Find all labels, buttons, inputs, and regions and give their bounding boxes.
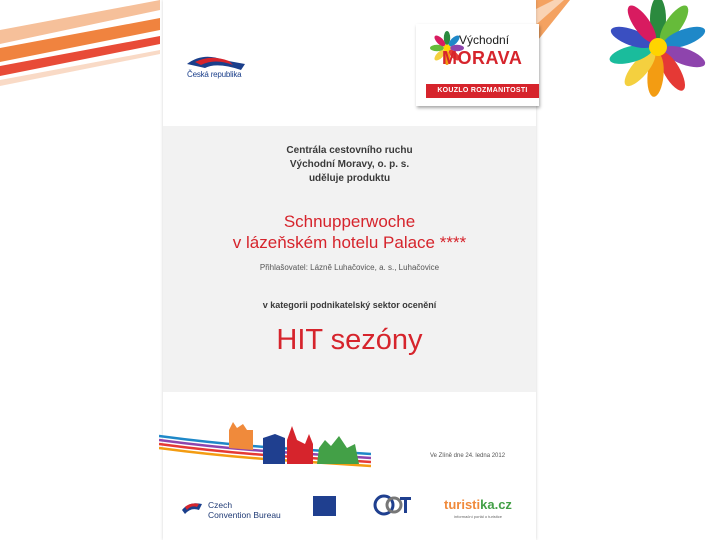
issue-date: Ve Zlíně dne 24. ledna 2012 xyxy=(430,453,506,459)
intro-line-1: Centrála cestovního ruchu xyxy=(286,145,413,156)
intro-line-3: uděluje produktu xyxy=(308,173,391,184)
intro-line-2: Východní Moravy, o. p. s. xyxy=(289,159,410,170)
turistika-logo-a: turisti xyxy=(444,497,481,512)
turistika-logo xyxy=(444,497,512,512)
czech-tourism-logo xyxy=(313,496,336,516)
ccb-text-line-1: Czech xyxy=(208,500,233,510)
badge-title-line2: MORAVA xyxy=(442,48,523,68)
turistika-logo-b: ka.cz xyxy=(480,497,512,512)
turistika-subtitle: informační portál o turistice xyxy=(454,514,503,519)
award-title: HIT sezóny xyxy=(276,324,423,356)
badge-slogan: KOUZLO ROZMANITOSTI xyxy=(426,84,539,98)
badge-title-line1: Východní xyxy=(459,33,510,47)
product-title-line-2: v lázeňském hotelu Palace **** xyxy=(232,233,467,252)
czech-convention-bureau-logo xyxy=(181,498,203,520)
product-title-line-1: Schnupperwoche xyxy=(283,212,416,231)
vychodni-morava-badge xyxy=(416,24,539,106)
flower-decoration xyxy=(530,0,720,110)
award-certificate xyxy=(163,0,536,540)
category-line: v kategorii podnikatelský sektor ocenění xyxy=(262,300,437,310)
applicant-line: Přihlašovatel: Lázně Luhačovice, a. s., Luhačovice xyxy=(259,263,440,272)
czech-republic-logo-text: Česká republika xyxy=(187,70,242,79)
czech-convention-bureau-text xyxy=(208,500,281,520)
cot-logo xyxy=(373,494,413,516)
slide-stripes-decoration xyxy=(0,0,160,110)
skyline-illustration xyxy=(159,418,371,470)
ccb-text-line-2: Convention Bureau xyxy=(208,510,281,520)
